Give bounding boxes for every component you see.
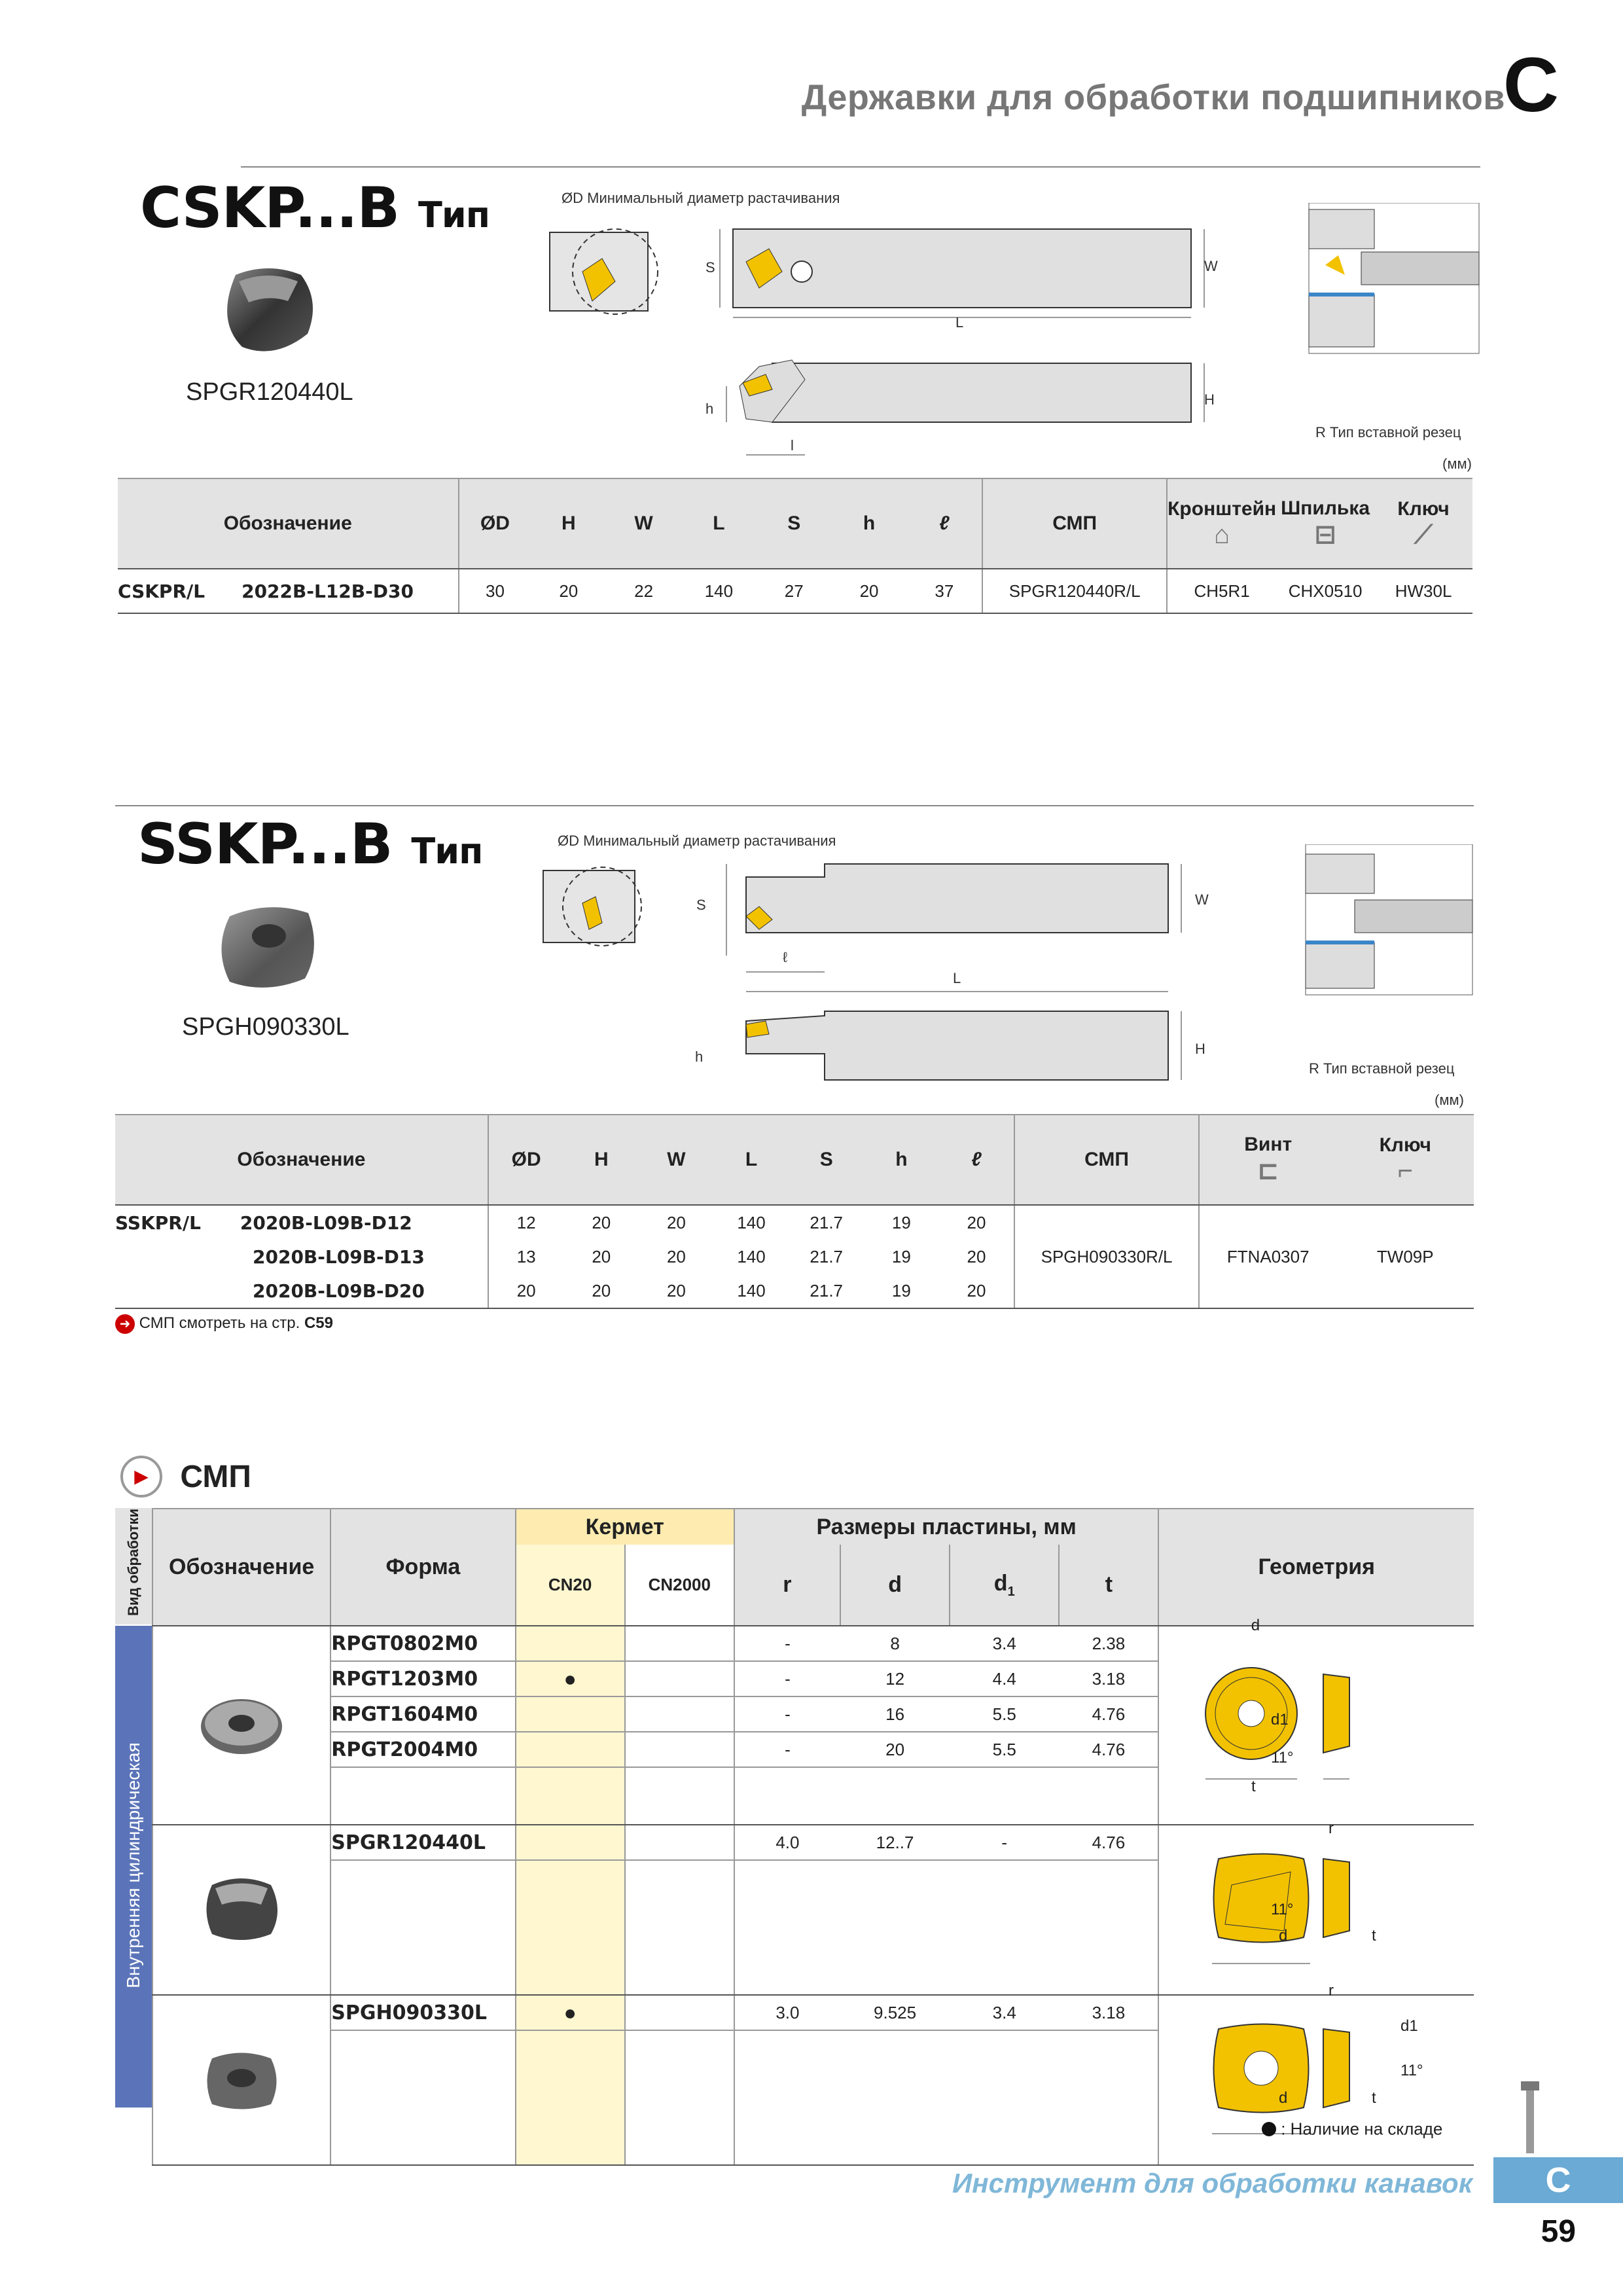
smp-shape-1: [152, 1626, 330, 1825]
col-S: S: [789, 1115, 864, 1205]
row-designation: 2020B-L09B-D13: [253, 1246, 425, 1268]
stud-icon: ⊟: [1314, 520, 1336, 549]
cell-L: 140: [714, 1274, 789, 1308]
cell-W: 22: [606, 569, 681, 613]
cell-d: 12: [840, 1661, 950, 1696]
row-designation: SSKPR/L 2020B-L09B-D12: [115, 1211, 412, 1234]
cell-h: 20: [832, 569, 907, 613]
cell-cn2000: [625, 1732, 734, 1767]
dim-L-1: L: [955, 314, 964, 331]
cell-W: 20: [639, 1274, 714, 1308]
cell-S: 21.7: [810, 1212, 844, 1232]
cell-cn20-empty: [516, 1860, 625, 1995]
cell-d1: 4.4: [950, 1661, 1059, 1696]
col-key: Ключ ⌐: [1336, 1115, 1474, 1205]
col-cn20: CN20: [516, 1545, 625, 1626]
cell-W: 20: [666, 1212, 686, 1232]
cell-cn2000-empty: [625, 1767, 734, 1825]
section2-r-note: R Тип вставной резец: [1309, 1060, 1455, 1077]
cell-t: 4.76: [1092, 1832, 1126, 1852]
col-t: t: [1059, 1545, 1158, 1626]
dim-S-2: S: [696, 897, 706, 913]
col-r: r: [734, 1545, 840, 1626]
section1-table: [118, 478, 1472, 614]
cell-t: 2.38: [1092, 1633, 1126, 1653]
smp-shape-2: [152, 1825, 330, 1995]
section1-r-note: R Тип вставной резец: [1315, 424, 1461, 440]
cell-t: 4.76: [1059, 1732, 1158, 1767]
cell-h: 19: [891, 1246, 911, 1266]
cell-h: 19: [864, 1274, 939, 1308]
section1-insert-code: SPGR120440L: [186, 378, 353, 406]
cell-cn20: ●: [516, 1995, 625, 2030]
dim-L-2: L: [953, 970, 961, 986]
key-icon: ⌐: [1397, 1156, 1413, 1185]
cell-bracket: CH5R1: [1167, 569, 1276, 613]
cell-cn20: [516, 1825, 625, 1860]
boring-bar-icon: [1517, 2081, 1543, 2153]
round-insert-image: [196, 1687, 287, 1759]
cell-cn2000: [625, 1696, 734, 1732]
dim-H-2: H: [1195, 1041, 1205, 1057]
col-D: ØD: [488, 1115, 564, 1205]
cell-dims-empty: [734, 1860, 1159, 1995]
cell-d: 12..7: [876, 1832, 914, 1852]
col-W: W: [606, 478, 681, 569]
dim-h-1: h: [705, 401, 714, 417]
page-header-letter: C: [1503, 42, 1559, 128]
spgh-insert-image: [196, 2042, 287, 2114]
cell-cn20: [516, 1732, 625, 1767]
cell-t: 3.18: [1092, 2002, 1126, 2022]
square-insert-image: [196, 1869, 287, 1947]
col-designation: Обозначение: [152, 1509, 330, 1626]
cell-cn20: [516, 1696, 625, 1732]
section2-rule: [115, 805, 1474, 806]
cell-W: 20: [666, 1246, 686, 1266]
cell-l: 20: [939, 1274, 1015, 1308]
smp-row: [152, 1626, 1474, 1661]
arrow-right-icon: ➜: [115, 1314, 135, 1334]
cell-r: -: [734, 1626, 840, 1661]
filled-dot-icon: [1262, 2122, 1276, 2136]
cell-t: 4.76: [1059, 1696, 1158, 1732]
insert-image-spgh: [207, 897, 331, 1001]
col-screw: Винт ⊏: [1199, 1115, 1337, 1205]
cell-key: TW09P: [1336, 1205, 1474, 1308]
insert-image-spgr: [209, 262, 327, 367]
smp-code: RPGT1604M0: [330, 1696, 515, 1732]
geo1-angle-label: 11°: [1271, 1749, 1294, 1767]
header-rule: [241, 166, 1480, 168]
cell-cn20-empty: [516, 2030, 625, 2165]
section2-title: SSKP...B Тип: [137, 812, 483, 877]
cell-r: -: [734, 1696, 840, 1732]
cell-h: 19: [891, 1212, 911, 1232]
cell-H: 20: [592, 1246, 611, 1266]
col-h: h: [832, 478, 907, 569]
cell-dims-empty: [734, 2030, 1159, 2165]
cell-L: 140: [737, 1212, 766, 1232]
geo2-d-label: d: [1279, 1927, 1288, 1945]
cell-l: 20: [967, 1212, 986, 1232]
col-stud: Шпилька ⊟: [1276, 478, 1374, 569]
cell-S: 21.7: [810, 1246, 844, 1266]
geo3-d-label: d: [1279, 2089, 1288, 2107]
footer-title: Инструмент для обработки канавок: [952, 2168, 1472, 2198]
bracket-icon: ⌂: [1214, 520, 1230, 549]
section1-title: CSKP...B Тип: [140, 175, 490, 241]
play-circle-icon: ▶: [120, 1456, 162, 1498]
page-number: 59: [1541, 2214, 1576, 2249]
dim-h-2: h: [695, 1049, 704, 1065]
dim-S-1: S: [705, 259, 715, 276]
processing-header: Вид обработки: [115, 1508, 152, 1624]
geo2-t-label: t: [1372, 1927, 1376, 1945]
geometry-spgh: [1158, 1995, 1474, 2165]
col-D: ØD: [459, 478, 531, 569]
smp-table: [152, 1508, 1474, 2166]
smp-shape-3: [152, 1995, 330, 2165]
dim-W-2: W: [1195, 891, 1209, 908]
geo1-d1-label: d1: [1271, 1711, 1289, 1729]
smp-code: RPGT0802M0: [330, 1626, 515, 1661]
smp-code: SPGR120440L: [330, 1825, 515, 1860]
cell-d1: 3.4: [992, 2002, 1016, 2022]
col-insert: СМП: [1014, 1115, 1199, 1205]
dim-H-1: H: [1204, 391, 1215, 408]
row-designation: 2020B-L09B-D20: [115, 1274, 488, 1308]
key-icon: ⟋: [1414, 520, 1433, 549]
geo3-t-label: t: [1372, 2089, 1376, 2107]
col-shape: Форма: [330, 1509, 515, 1626]
cell-d: 9.525: [874, 2002, 917, 2022]
dim-l-1: l: [791, 437, 794, 454]
col-l: ℓ: [939, 1115, 1015, 1205]
cell-d: 16: [840, 1696, 950, 1732]
cell-t: 3.18: [1059, 1661, 1158, 1696]
cell-r: -: [734, 1732, 840, 1767]
section1-row: [118, 569, 1472, 613]
cell-D: 30: [459, 569, 531, 613]
section2-table: [115, 1114, 1474, 1309]
col-insert: СМП: [982, 478, 1167, 569]
stock-legend: : Наличие на складе: [1262, 2118, 1442, 2140]
col-S: S: [757, 478, 832, 569]
page-header-title: Державки для обработки подшипников: [801, 78, 1505, 117]
cell-D: 20: [488, 1274, 564, 1308]
section2-unit: (мм): [1435, 1092, 1464, 1108]
cell-l: 20: [967, 1246, 986, 1266]
smp-code: SPGH090330L: [330, 1995, 515, 2030]
cell-D: 13: [488, 1240, 564, 1274]
col-designation: Обозначение: [115, 1115, 488, 1205]
smp-code-empty: [330, 2030, 515, 2165]
cell-r: 4.0: [734, 1825, 840, 1860]
col-geometry: Геометрия: [1158, 1509, 1474, 1626]
screw-icon: ⊏: [1257, 1157, 1279, 1185]
geometry-square: [1158, 1825, 1474, 1995]
col-h: h: [864, 1115, 939, 1205]
cell-H: 20: [564, 1274, 639, 1308]
smp-code-empty: [330, 1860, 515, 1995]
cell-d1: -: [1001, 1832, 1008, 1852]
section1-diagram-note: ØD Минимальный диаметр растачивания: [562, 190, 840, 206]
row-designation: CSKPR/L 2022B-L12B-D30: [118, 569, 459, 613]
col-key: Ключ ⟋: [1374, 478, 1472, 569]
section1-unit: (мм): [1442, 456, 1472, 472]
cell-H: 20: [592, 1212, 611, 1232]
geo2-angle-label: 11°: [1271, 1901, 1294, 1918]
cell-dims-empty: [734, 1767, 1159, 1825]
smp-row: [152, 1995, 1474, 2030]
cell-r: 3.0: [734, 1995, 840, 2030]
footer-section-letter: C: [1493, 2157, 1623, 2203]
cell-S: 21.7: [789, 1274, 864, 1308]
dim-W-1: W: [1204, 258, 1218, 274]
cell-d1: 5.5: [950, 1696, 1059, 1732]
section2-row-1: [115, 1205, 1474, 1240]
cell-stud: CHX0510: [1276, 569, 1374, 613]
cell-cn2000: [625, 1661, 734, 1696]
smp-title: ▶ СМП: [120, 1456, 251, 1498]
col-d: d: [840, 1545, 950, 1626]
cell-l: 37: [906, 569, 982, 613]
col-W: W: [639, 1115, 714, 1205]
col-dims: Размеры пластины, мм: [734, 1509, 1159, 1545]
col-l: ℓ: [906, 478, 982, 569]
cell-screw: FTNA0307: [1199, 1205, 1337, 1308]
cell-cn20: ●: [516, 1661, 625, 1696]
smp-code: RPGT1203M0: [330, 1661, 515, 1696]
cell-insert: SPGH090330R/L: [1014, 1205, 1199, 1308]
section2-insert-code: SPGH090330L: [182, 1013, 349, 1041]
cell-cn20-empty: [516, 1767, 625, 1825]
geometry-round: d: [1158, 1626, 1474, 1825]
cell-d1: 5.5: [950, 1732, 1059, 1767]
round-geometry-drawing: [1192, 1648, 1441, 1799]
col-d1: $d_1$: [950, 1545, 1059, 1626]
col-bracket: Кронштейн ⌂: [1167, 478, 1276, 569]
col-H: H: [531, 478, 606, 569]
cell-S: 27: [757, 569, 832, 613]
geo3-r-label: r: [1329, 1982, 1334, 2000]
cell-r: -: [734, 1661, 840, 1696]
cell-d1: 3.4: [992, 1633, 1016, 1653]
cell-d: 8: [890, 1633, 900, 1653]
cell-key: HW30L: [1374, 569, 1472, 613]
cell-cn20: [516, 1626, 625, 1661]
cell-L: 140: [681, 569, 757, 613]
smp-code-empty: [330, 1767, 515, 1825]
col-cermet: Кермет: [516, 1509, 734, 1545]
cell-insert: SPGR120440R/L: [982, 569, 1167, 613]
col-H: H: [564, 1115, 639, 1205]
geo3-d1-label: d1: [1400, 2017, 1418, 2035]
section2-diagram-note: ØD Минимальный диаметр растачивания: [558, 833, 836, 849]
cell-cn2000: [625, 1825, 734, 1860]
side-label-bar: Внутренняя цилиндрическая: [115, 1626, 152, 2108]
geo1-t-label: t: [1251, 1778, 1256, 1795]
cell-cn2000-empty: [625, 1860, 734, 1995]
cell-d: 20: [840, 1732, 950, 1767]
smp-code: RPGT2004M0: [330, 1732, 515, 1767]
cell-H: 20: [531, 569, 606, 613]
dim-l-2: ℓ: [783, 949, 788, 965]
smp-row: [152, 1825, 1474, 1860]
cell-cn2000-empty: [625, 2030, 734, 2165]
col-designation: Обозначение: [118, 478, 459, 569]
cell-cn2000: [625, 1995, 734, 2030]
col-L: L: [681, 478, 757, 569]
cell-L: 140: [737, 1246, 766, 1266]
section2-ref-note[interactable]: ➜ СМП смотреть на стр. C59: [115, 1314, 333, 1334]
geo3-angle-label: 11°: [1400, 2062, 1423, 2079]
col-L: L: [714, 1115, 789, 1205]
square-geometry-drawing: [1192, 1833, 1441, 1983]
cell-D: 12: [488, 1205, 564, 1240]
col-cn2000: CN2000: [625, 1545, 734, 1626]
cell-cn2000: [625, 1626, 734, 1661]
geo2-r-label: r: [1329, 1820, 1334, 1837]
